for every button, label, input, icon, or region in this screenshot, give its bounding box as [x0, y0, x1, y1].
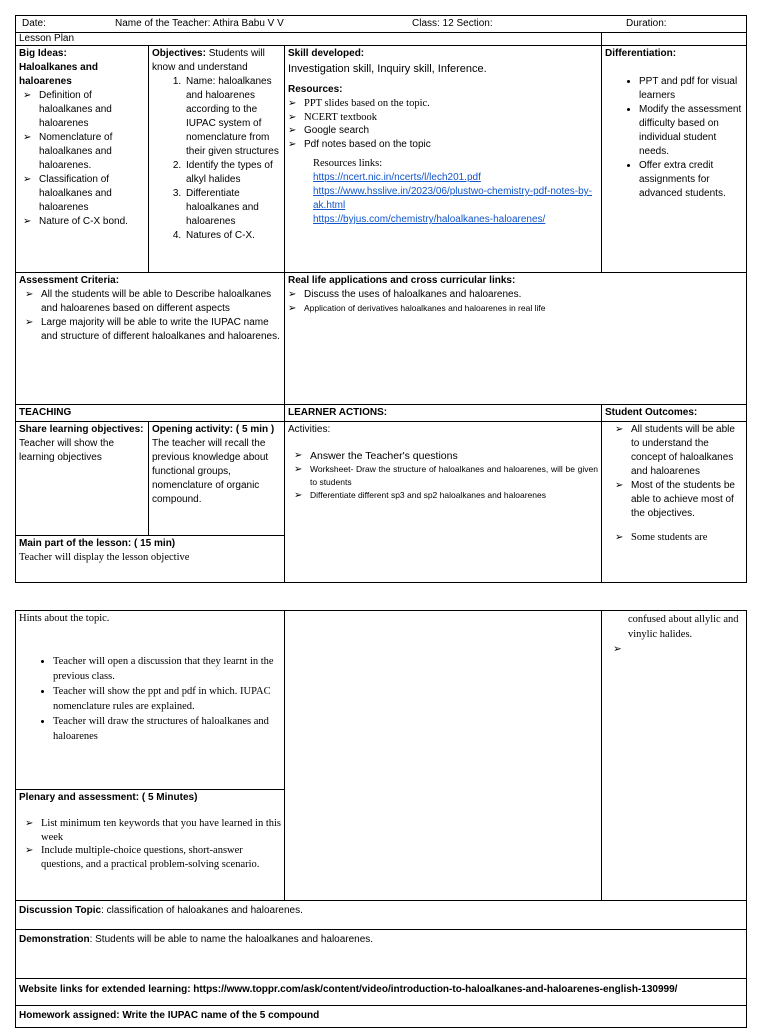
lesson-plan-table-page2	[15, 610, 747, 1028]
outcomes-cell	[602, 422, 747, 583]
list-item: ➢ PPT slides based on the topic.	[285, 97, 599, 111]
list-item: • PPT and pdf for visual learners	[639, 75, 743, 103]
list-item: ➢ Pdf notes based on the topic	[285, 138, 599, 152]
activities-cell	[285, 422, 602, 583]
list-item: ➢ Differentiate different sp3 and sp2 haloalkanes and haloarenes	[288, 489, 598, 502]
list-item: ➢ Include multiple-choice questions, short-answer questions, and a practical problem-solving scenario.	[19, 844, 281, 871]
list-item: • Teacher will draw the structures of haloalkanes and haloarenes	[53, 714, 281, 744]
resource-link-byjus[interactable]: https://byjus.com/chemistry/haloalkanes-haloarenes/	[313, 214, 546, 225]
main-lesson-label: Main part of the lesson: ( 15 min)	[19, 538, 176, 549]
website-links-cell: Website links for extended learning: https://www.toppr.com/ask/content/video/introduction-to-haloalkanes-and-haloarenes-english-130999/	[16, 979, 747, 1006]
list-item: ➢ All the students will be able to Describe haloalkanes and haloarenes based on different aspects	[19, 288, 281, 316]
big-ideas-title: Haloalkanes and haloarenes	[19, 62, 98, 87]
homework-cell: Homework assigned: Write the IUPAC name of the 5 compound	[16, 1006, 747, 1028]
date-label: Date:	[22, 18, 46, 29]
list-item: ➢ Nomenclature of haloalkanes and haloarenes.	[17, 131, 145, 173]
list-item: ➢ Nature of C-X bond.	[17, 215, 145, 229]
share-objectives-text: Teacher will show the learning objectives	[19, 438, 115, 463]
class-section: Class: 12 Section:	[412, 18, 493, 29]
list-item: • Modify the assessment difficulty based on individual student needs.	[639, 103, 743, 159]
hints-cell	[16, 611, 285, 790]
list-item: • Teacher will open a discussion that they learnt in the previous class.	[53, 654, 281, 684]
differentiation-cell	[602, 46, 747, 273]
real-life-cell	[285, 273, 747, 405]
opening-activity-cell	[149, 422, 285, 536]
list-item: 3. Differentiate haloalkanes and haloarenes	[184, 187, 281, 229]
skill-label: Skill developed:	[288, 48, 365, 59]
list-item: ➢ Worksheet- Draw the structure of haloalkanes and haloarenes, will be given to students	[288, 463, 598, 489]
discussion-topic-label: Discussion Topic	[19, 905, 102, 916]
list-item: ➢ Google search	[285, 124, 599, 138]
lesson-plan-table-page1	[15, 15, 747, 583]
list-item: ➢ Answer the Teacher's questions	[288, 449, 598, 463]
list-item: 2. Identify the types of alkyl halides	[184, 159, 281, 187]
list-item: ➢ List minimum ten keywords that you have learned in this week	[19, 817, 281, 844]
list-item: • Teacher will show the ppt and pdf in which. IUPAC nomenclature rules are explained.	[53, 684, 281, 714]
skill-resources-cell	[285, 46, 602, 273]
opening-activity-label: Opening activity: ( 5 min )	[152, 424, 275, 435]
hints-label: Hints about the topic.	[19, 613, 110, 624]
list-item: ➢ Definition of haloalkanes and haloarenes	[17, 89, 145, 131]
list-item: ➢ Some students are	[609, 531, 743, 545]
big-ideas-cell	[16, 46, 149, 273]
list-item: ➢ Most of the students be able to achieve most of the objectives.	[609, 479, 743, 521]
teaching-label: TEACHING	[16, 405, 285, 422]
learner-actions-label: LEARNER ACTIONS:	[285, 405, 602, 422]
big-ideas-label: Big Ideas:	[19, 48, 67, 59]
discussion-topic-text: : classification of haloakanes and haloarenes.	[101, 905, 303, 916]
outcome-continued-text: confused about allylic and vinylic halides.	[628, 614, 739, 640]
demonstration-cell	[16, 930, 747, 979]
assessment-label: Assessment Criteria:	[19, 275, 120, 286]
outcomes-continued-cell: confused about allylic and vinylic halides. ➢	[602, 611, 747, 901]
list-item: ➢ All students will be able to understand the concept of haloalkanes and haloarenes	[609, 423, 743, 479]
list-item: • Offer extra credit assignments for advanced students.	[639, 159, 743, 201]
list-item: ➢ Discuss the uses of haloalkanes and haloarenes.	[285, 288, 744, 302]
list-item: 4. Natures of C-X.	[184, 229, 281, 243]
list-item: ➢ Large majority will be able to write the IUPAC name and structure of different haloalkanes and haloarenes.	[19, 316, 281, 344]
duration-label: Duration:	[626, 18, 667, 29]
differentiation-label: Differentiation:	[605, 48, 677, 59]
demonstration-label: Demonstration	[19, 934, 90, 945]
header-row	[16, 16, 747, 33]
resources-links-label: Resources links:	[313, 158, 383, 169]
list-item: 1. Name: haloalkanes and haloarenes according to the IUPAC system of nomenclature from their given structures	[184, 75, 281, 159]
main-lesson-text: Teacher will display the lesson objective	[19, 552, 190, 563]
list-item: ➢ Classification of haloalkanes and haloarenes	[17, 173, 145, 215]
learner-actions-continued	[285, 611, 602, 901]
objectives-intro: Students will know and understand	[152, 48, 265, 73]
resources-label: Resources:	[288, 84, 343, 95]
resource-link-ncert[interactable]: https://ncert.nic.in/ncerts/l/lech201.pdf	[313, 172, 481, 183]
lesson-plan-label: Lesson Plan	[16, 33, 602, 46]
plenary-cell	[16, 790, 285, 901]
student-outcomes-label: Student Outcomes:	[602, 405, 747, 422]
demonstration-text: : Students will be able to name the haloalkanes and haloarenes.	[89, 934, 374, 945]
list-item: ➢ NCERT textbook	[285, 111, 599, 125]
objectives-label: Objectives:	[152, 48, 206, 59]
teacher-name: Name of the Teacher: Athira Babu V V	[115, 18, 284, 29]
plenary-label: Plenary and assessment: ( 5 Minutes)	[19, 792, 198, 803]
real-life-label: Real life applications and cross curricular links:	[288, 275, 516, 286]
share-objectives-cell	[16, 422, 149, 536]
opening-activity-text: The teacher will recall the previous knowledge about functional groups, nomenclature of organic compound.	[152, 438, 269, 505]
discussion-topic-cell	[16, 901, 747, 930]
resource-link-hsslive[interactable]: https://www.hsslive.in/2023/06/plustwo-chemistry-pdf-notes-by-ak.html	[313, 186, 593, 211]
share-objectives-label: Share learning objectives:	[19, 424, 144, 435]
objectives-cell	[149, 46, 285, 273]
skill-text: Investigation skill, Inquiry skill, Inference.	[288, 63, 487, 75]
assessment-cell	[16, 273, 285, 405]
activities-label: Activities:	[288, 424, 331, 435]
main-lesson-cell	[16, 536, 285, 583]
list-item: ➢ Application of derivatives haloalkanes and haloarenes in real life	[285, 302, 744, 315]
